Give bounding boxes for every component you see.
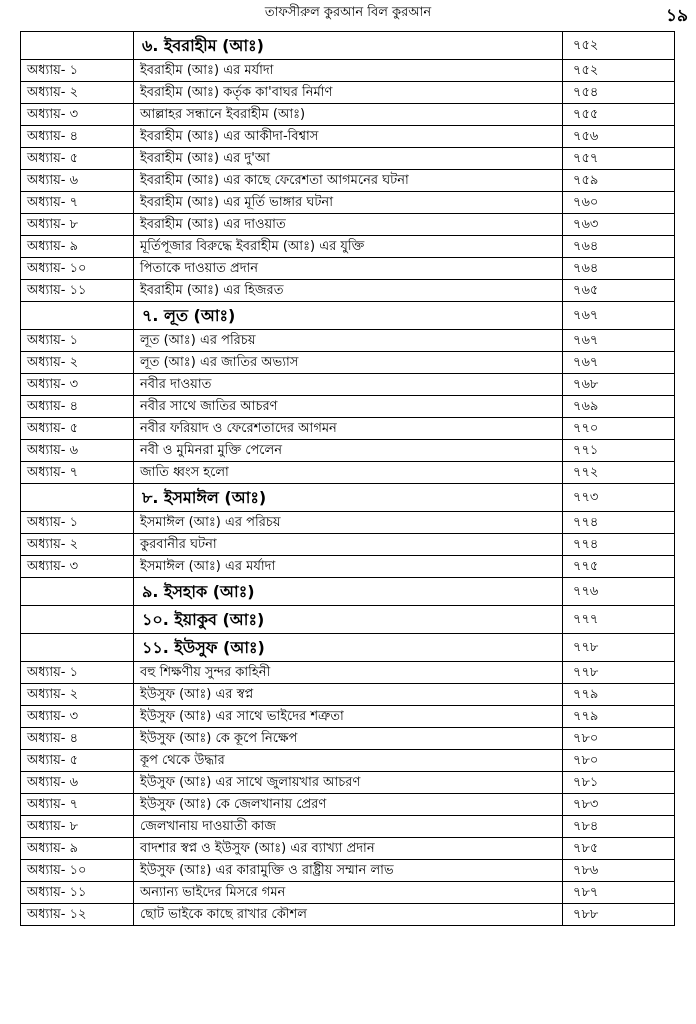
page-cell: ৭৫৯ [563,170,675,192]
table-row [21,280,675,302]
page-cell: ৭৬৩ [563,214,675,236]
title-cell: ইবরাহীম (আঃ) এর দু'আ [134,148,563,170]
title-cell: অন্যান্য ভাইদের মিসরে গমন [134,882,563,904]
page-cell: ৭৭৪ [563,512,675,534]
chapter-cell: অধ্যায়- ৪ [21,126,134,148]
title-cell: নবীর সাথে জাতির আচরণ [134,396,563,418]
section-title-cell: ৬. ইবরাহীম (আঃ) [134,32,563,60]
table-row [21,104,675,126]
chapter-cell: অধ্যায়- ২ [21,684,134,706]
page-cell: ৭৭২ [563,462,675,484]
table-row [21,772,675,794]
title-cell: কুরবানীর ঘটনা [134,534,563,556]
chapter-cell: অধ্যায়- ৮ [21,214,134,236]
table-row [21,882,675,904]
table-row [21,352,675,374]
chapter-cell: অধ্যায়- ৯ [21,838,134,860]
title-cell: পিতাকে দাওয়াত প্রদান [134,258,563,280]
chapter-cell: অধ্যায়- ৯ [21,236,134,258]
table-row [21,236,675,258]
chapter-cell: অধ্যায়- ৪ [21,728,134,750]
title-cell: ইউসুফ (আঃ) এর সাথে ভাইদের শত্রুতা [134,706,563,728]
page-cell: ৭৮০ [563,750,675,772]
page-cell: ৭৭৮ [563,634,675,662]
page-cell: ৭৫৫ [563,104,675,126]
table-row [21,838,675,860]
page-cell: ৭৭৪ [563,534,675,556]
chapter-cell: অধ্যায়- ১১ [21,280,134,302]
title-cell: ইসমাঈল (আঃ) এর পরিচয় [134,512,563,534]
chapter-cell: অধ্যায়- ১ [21,662,134,684]
chapter-cell: অধ্যায়- ৩ [21,374,134,396]
title-cell: নবীর দাওয়াত [134,374,563,396]
title-cell: ইবরাহীম (আঃ) এর কাছে ফেরেশতা আগমনের ঘটনা [134,170,563,192]
table-row [21,418,675,440]
table-row [21,126,675,148]
chapter-cell: অধ্যায়- ৩ [21,706,134,728]
table-row [21,684,675,706]
chapter-cell: অধ্যায়- ২ [21,534,134,556]
section-title-cell: ৯. ইসহাক (আঃ) [134,578,563,606]
page-cell: ৭৭১ [563,440,675,462]
title-cell: নবী ও মুমিনরা মুক্তি পেলেন [134,440,563,462]
page-cell: ৭৬৪ [563,236,675,258]
chapter-cell [21,578,134,606]
section-title-cell: ১১. ইউসুফ (আঃ) [134,634,563,662]
title-cell: মূর্তিপূজার বিরুদ্ধে ইবরাহীম (আঃ) এর যুক্তি [134,236,563,258]
page-cell: ৭৭৯ [563,706,675,728]
chapter-cell [21,302,134,330]
title-cell: ইউসুফ (আঃ) এর স্বপ্ন [134,684,563,706]
chapter-cell [21,32,134,60]
page-cell: ৭৬০ [563,192,675,214]
title-cell: বহু শিক্ষণীয় সুন্দর কাহিনী [134,662,563,684]
section-row [21,578,675,606]
title-cell: ইবরাহীম (আঃ) কর্তৃক কা'বাঘর নির্মাণ [134,82,563,104]
table-row [21,258,675,280]
title-cell: ছোট ভাইকে কাছে রাখার কৌশল [134,904,563,926]
page-cell: ৭৫৭ [563,148,675,170]
chapter-cell: অধ্যায়- ৬ [21,170,134,192]
chapter-cell: অধ্যায়- ৮ [21,816,134,838]
section-row [21,606,675,634]
page-cell: ৭৫৬ [563,126,675,148]
page-cell: ৭৮০ [563,728,675,750]
table-row [21,556,675,578]
toc-body [21,32,675,926]
title-cell: ইউসুফ (আঃ) এর সাথে জুলায়খার আচরণ [134,772,563,794]
table-row [21,82,675,104]
title-cell: লূত (আঃ) এর জাতির অভ্যাস [134,352,563,374]
page-cell: ৭৬৯ [563,396,675,418]
page-cell: ৭৮৫ [563,838,675,860]
chapter-cell: অধ্যায়- ১ [21,60,134,82]
table-row [21,662,675,684]
page-cell: ৭৭০ [563,418,675,440]
chapter-cell: অধ্যায়- ৩ [21,104,134,126]
page-header [0,0,696,28]
section-row [21,32,675,60]
title-cell: বাদশার স্বপ্ন ও ইউসুফ (আঃ) এর ব্যাখ্যা প্রদান [134,838,563,860]
table-row [21,462,675,484]
page-cell: ৭৭৮ [563,662,675,684]
table-row [21,904,675,926]
chapter-cell: অধ্যায়- ১০ [21,860,134,882]
page-cell: ৭৬৮ [563,374,675,396]
table-row [21,192,675,214]
title-cell: ইবরাহীম (আঃ) এর হিজরত [134,280,563,302]
page-cell: ৭৬৪ [563,258,675,280]
title-cell: ইউসুফ (আঃ) কে জেলখানায় প্রেরণ [134,794,563,816]
table-row [21,60,675,82]
page-cell: ৭৮১ [563,772,675,794]
title-cell: নবীর ফরিয়াদ ও ফেরেশতাদের আগমন [134,418,563,440]
page-cell: ৭৬৭ [563,330,675,352]
page-cell: ৭৮৭ [563,882,675,904]
section-row [21,634,675,662]
chapter-cell: অধ্যায়- ২ [21,82,134,104]
section-row [21,302,675,330]
table-row [21,816,675,838]
table-row [21,860,675,882]
page-cell: ৭৬৭ [563,302,675,330]
chapter-cell: অধ্যায়- ৬ [21,440,134,462]
chapter-cell: অধ্যায়- ৭ [21,192,134,214]
page-cell: ৭৬৫ [563,280,675,302]
chapter-cell: অধ্যায়- ১ [21,512,134,534]
chapter-cell: অধ্যায়- ৭ [21,462,134,484]
table-row [21,728,675,750]
table-row [21,396,675,418]
title-cell: ইবরাহীম (আঃ) এর মূর্তি ভাঙ্গার ঘটনা [134,192,563,214]
chapter-cell: অধ্যায়- ৭ [21,794,134,816]
title-cell: ইউসুফ (আঃ) কে কূপে নিক্ষেপ [134,728,563,750]
chapter-cell: অধ্যায়- ৫ [21,418,134,440]
title-cell: আল্লাহর সন্ধানে ইবরাহীম (আঃ) [134,104,563,126]
title-cell: জাতি ধ্বংস হলো [134,462,563,484]
page-cell: ৭৭৩ [563,484,675,512]
table-row [21,706,675,728]
chapter-cell: অধ্যায়- ১২ [21,904,134,926]
table-row [21,512,675,534]
page-cell: ৭৮৪ [563,816,675,838]
chapter-cell: অধ্যায়- ৫ [21,148,134,170]
table-row [21,170,675,192]
chapter-cell: অধ্যায়- ১ [21,330,134,352]
toc-table [20,31,675,926]
page-number: ১৯ [665,6,688,26]
page-cell: ৭৫২ [563,32,675,60]
page-cell: ৭৮৩ [563,794,675,816]
chapter-cell [21,634,134,662]
title-cell: ইবরাহীম (আঃ) এর দাওয়াত [134,214,563,236]
chapter-cell: অধ্যায়- ৬ [21,772,134,794]
page-cell: ৭৮৬ [563,860,675,882]
page-cell: ৭৫২ [563,60,675,82]
title-cell: জেলখানায় দাওয়াতী কাজ [134,816,563,838]
page-cell: ৭৭৫ [563,556,675,578]
title-cell: কূপ থেকে উদ্ধার [134,750,563,772]
section-title-cell: ৮. ইসমাঈল (আঃ) [134,484,563,512]
page-cell: ৭৭৬ [563,578,675,606]
chapter-cell: অধ্যায়- ৩ [21,556,134,578]
title-cell: ইউসুফ (আঃ) এর কারামুক্তি ও রাষ্ট্রীয় সম্মান লাভ [134,860,563,882]
page-cell: ৭৬৭ [563,352,675,374]
page-cell: ৭৭৭ [563,606,675,634]
section-title-cell: ৭. লূত (আঃ) [134,302,563,330]
table-row [21,374,675,396]
running-title: তাফসীরুল কুরআন বিল কুরআন [264,5,432,20]
title-cell: ইবরাহীম (আঃ) এর মর্যাদা [134,60,563,82]
page-cell: ৭৫৪ [563,82,675,104]
table-row [21,794,675,816]
page-cell: ৭৮৮ [563,904,675,926]
title-cell: ইবরাহীম (আঃ) এর আকীদা-বিশ্বাস [134,126,563,148]
chapter-cell: অধ্যায়- ১১ [21,882,134,904]
table-row [21,440,675,462]
section-title-cell: ১০. ইয়াকুব (আঃ) [134,606,563,634]
page-cell: ৭৭৯ [563,684,675,706]
chapter-cell: অধ্যায়- ২ [21,352,134,374]
chapter-cell: অধ্যায়- ৪ [21,396,134,418]
chapter-cell [21,606,134,634]
table-row [21,534,675,556]
chapter-cell [21,484,134,512]
section-row [21,484,675,512]
title-cell: ইসমাঈল (আঃ) এর মর্যাদা [134,556,563,578]
table-row [21,330,675,352]
table-row [21,750,675,772]
chapter-cell: অধ্যায়- ৫ [21,750,134,772]
table-row [21,148,675,170]
chapter-cell: অধ্যায়- ১০ [21,258,134,280]
title-cell: লূত (আঃ) এর পরিচয় [134,330,563,352]
table-row [21,214,675,236]
